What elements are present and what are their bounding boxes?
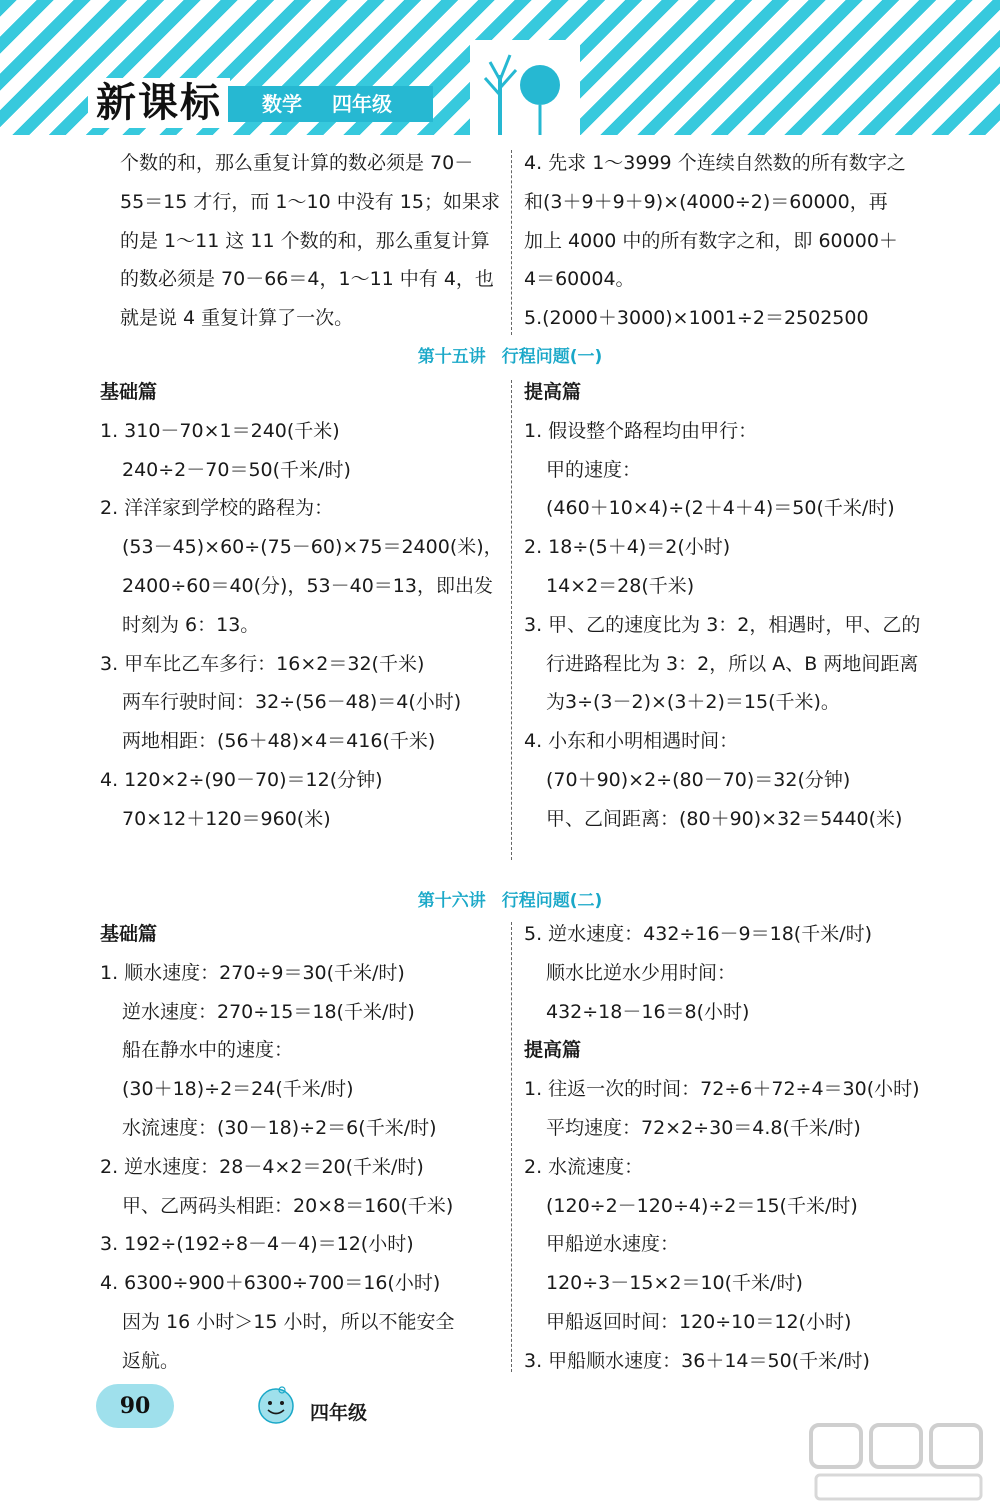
answer-line: (70＋90)×2÷(80－70)＝32(分钟) xyxy=(546,768,851,791)
lecture-16-topic: 行程问题(二) xyxy=(501,891,603,911)
subject-grade-tag xyxy=(228,86,433,122)
answer-line: 甲的速度： xyxy=(546,458,642,481)
watermark-logo xyxy=(806,1420,991,1505)
answer-line: 1. 顺水速度：270÷9＝30(千米/时) xyxy=(100,961,405,984)
lecture-15-basic-column xyxy=(100,373,503,839)
answer-line: 因为 16 小时＞15 小时，所以不能安全 xyxy=(122,1310,455,1333)
answer-line: 水流速度：(30－18)÷2＝6(千米/时) xyxy=(122,1116,437,1139)
answer-line: 甲船返回时间：120÷10＝12(小时) xyxy=(546,1310,852,1333)
answer-line: 平均速度：72×2÷30＝4.8(千米/时) xyxy=(546,1116,861,1139)
answer-line: 和(3＋9＋9＋9)×(4000÷2)＝60000，再 xyxy=(524,190,888,213)
column-divider xyxy=(511,380,512,860)
answer-line: 甲、乙两码头相距：20×8＝160(千米) xyxy=(122,1194,454,1217)
answer-line: 3. 192÷(192÷8－4－4)＝12(小时) xyxy=(100,1233,414,1256)
section-heading: 提高篇 xyxy=(524,1039,582,1062)
answer-line: 55＝15 才行，而 1～10 中没有 15；如果求 xyxy=(120,190,500,213)
answer-line: (120÷2－120÷4)÷2＝15(千米/时) xyxy=(546,1194,858,1217)
section-heading: 基础篇 xyxy=(100,923,158,945)
answer-line: 1. 假设整个路程均由甲行： xyxy=(524,419,758,442)
answer-line: 返航。 xyxy=(122,1349,180,1372)
answer-line: 加上 4000 中的所有数字之和，即 60000＋ xyxy=(524,229,898,252)
lecture-16-title xyxy=(0,886,1000,911)
answer-line: 240÷2－70＝50(千米/时) xyxy=(122,458,351,481)
answer-line: 120÷3－15×2＝10(千米/时) xyxy=(546,1272,803,1295)
answer-line: 的是 1～11 这 11 个数的和，那么重复计算 xyxy=(120,229,490,252)
answer-line: 2. 洋洋家到学校的路程为： xyxy=(100,497,334,520)
section-heading: 提高篇 xyxy=(524,381,582,403)
footer-grade: 四年级 xyxy=(310,1402,368,1424)
answer-line: 时刻为 6：13。 xyxy=(122,613,260,636)
answer-line: 为3÷(3－2)×(3＋2)＝15(千米)。 xyxy=(546,691,840,714)
answer-line: 顺水比逆水少用时间： xyxy=(546,961,737,984)
answer-line: 4. 小东和小明相遇时间： xyxy=(524,730,739,753)
column-divider xyxy=(511,150,512,335)
lecture-15-topic: 行程问题(一) xyxy=(501,347,603,367)
answer-line: (53－45)×60÷(75－60)×75＝2400(米)， xyxy=(122,536,503,559)
page-number: 90 xyxy=(96,1384,174,1428)
tree-icon xyxy=(470,40,580,135)
answer-line: 3. 甲、乙的速度比为 3：2，相遇时，甲、乙的 xyxy=(524,613,921,636)
answer-line: 甲、乙间距离：(80＋90)×32＝5440(米) xyxy=(546,807,903,830)
answer-line: 两地相距：(56＋48)×4＝416(千米) xyxy=(122,730,436,753)
grade-label: 四年级 xyxy=(332,92,392,116)
answer-line: 3. 甲船顺水速度：36＋14＝50(千米/时) xyxy=(524,1349,870,1372)
answer-line: 个数的和，那么重复计算的数必须是 70－ xyxy=(120,152,474,174)
smiley-face-icon xyxy=(256,1386,296,1424)
lecture-15-number: 第十五讲 xyxy=(417,347,486,367)
answer-line: 5.(2000＋3000)×1001÷2＝2502500 xyxy=(524,307,869,330)
lecture-16-right-column xyxy=(524,915,920,1381)
answer-line: (30＋18)÷2＝24(千米/时) xyxy=(122,1078,354,1101)
lecture-16-basic-column xyxy=(100,915,454,1381)
answer-line: 432÷18－16＝8(小时) xyxy=(546,1000,750,1023)
answer-line: 70×12＋120＝960(米) xyxy=(122,807,331,830)
lecture-16-number: 第十六讲 xyxy=(417,891,486,911)
answer-line: 5. 逆水速度：432÷16－9＝18(千米/时) xyxy=(524,923,873,945)
subject-label: 数学 xyxy=(262,92,302,116)
answer-line: 1. 往返一次的时间：72÷6＋72÷4＝30(小时) xyxy=(524,1078,920,1101)
answer-line: 两车行驶时间：32÷(56－48)＝4(小时) xyxy=(122,691,462,714)
answer-line: 4＝60004。 xyxy=(524,268,635,291)
answer-line: 14×2＝28(千米) xyxy=(546,574,695,597)
answer-line: 4. 6300÷900＋6300÷700＝16(小时) xyxy=(100,1272,441,1295)
answer-line: (460＋10×4)÷(2＋4＋4)＝50(千米/时) xyxy=(546,497,895,520)
answer-line: 甲船逆水速度： xyxy=(546,1233,680,1256)
answer-line: 2. 水流速度： xyxy=(524,1155,644,1178)
page-header xyxy=(0,0,1000,135)
answer-line: 4. 先求 1～3999 个连续自然数的所有数字之 xyxy=(524,152,906,174)
column-divider xyxy=(511,922,512,1372)
lecture-15-title xyxy=(0,342,1000,367)
top-left-column xyxy=(120,144,500,338)
answer-line: 2400÷60＝40(分)，53－40＝13，即出发 xyxy=(122,574,493,597)
answer-line: 就是说 4 重复计算了一次。 xyxy=(120,307,354,330)
answer-line: 船在静水中的速度： xyxy=(122,1039,294,1062)
brand-title: 新课标 xyxy=(88,78,230,128)
answer-line: 3. 甲车比乙车多行：16×2＝32(千米) xyxy=(100,652,425,675)
answer-line: 2. 逆水速度：28－4×2＝20(千米/时) xyxy=(100,1155,424,1178)
top-right-column xyxy=(524,144,906,338)
lecture-15-advanced-column xyxy=(524,373,920,839)
answer-line: 的数必须是 70－66＝4，1～11 中有 4，也 xyxy=(120,268,494,291)
answer-line: 行进路程比为 3：2，所以 A、B 两地间距离 xyxy=(546,652,919,675)
answer-line: 2. 18÷(5＋4)＝2(小时) xyxy=(524,536,731,559)
answer-line: 1. 310－70×1＝240(千米) xyxy=(100,419,340,442)
answer-line: 4. 120×2÷(90－70)＝12(分钟) xyxy=(100,768,383,791)
answer-line: 逆水速度：270÷15＝18(千米/时) xyxy=(122,1000,415,1023)
section-heading: 基础篇 xyxy=(100,381,158,403)
